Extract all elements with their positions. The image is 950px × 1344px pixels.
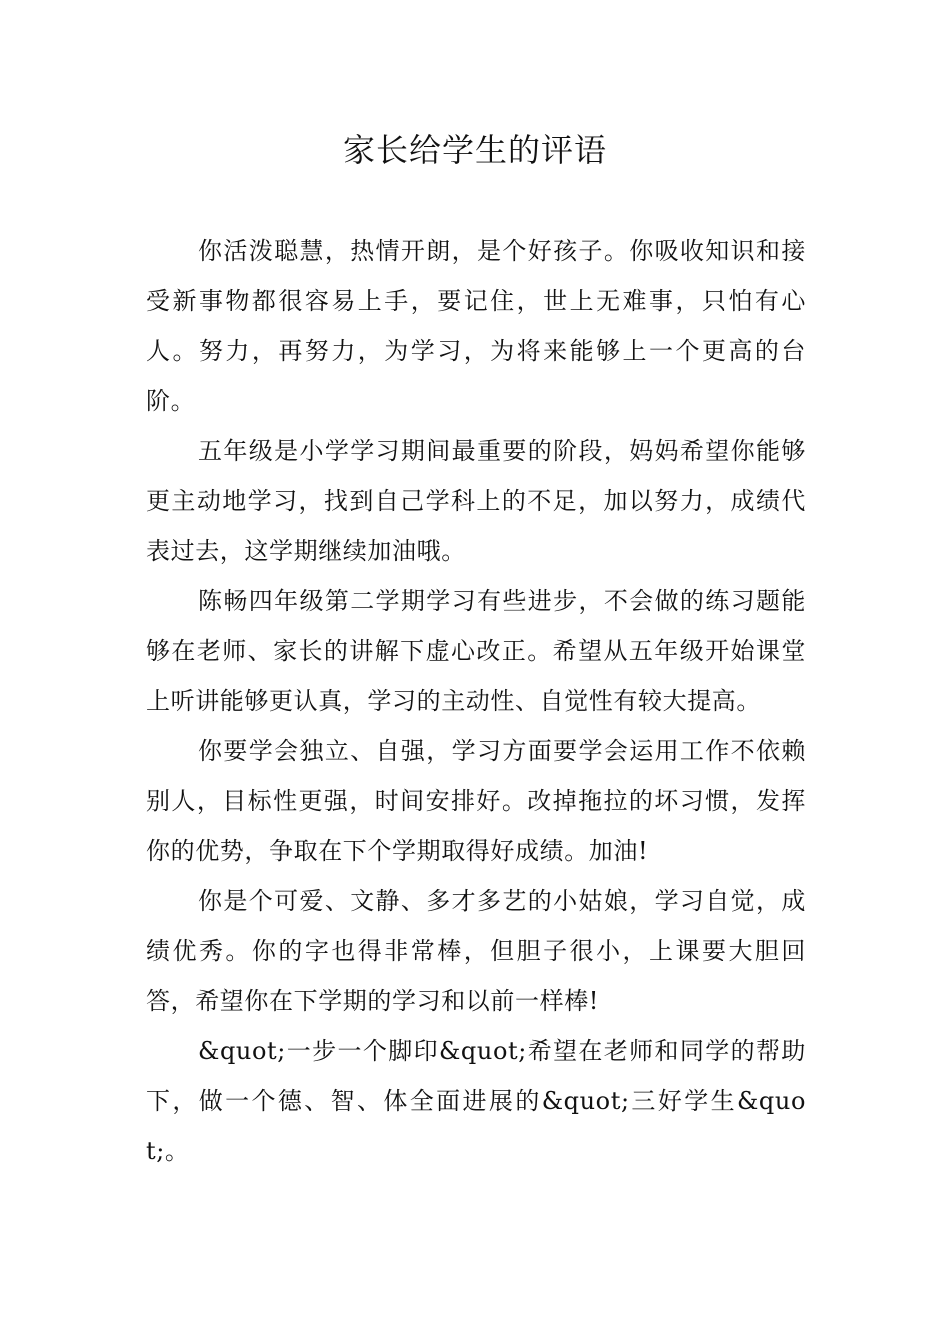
paragraph: 你要学会独立、自强，学习方面要学会运用工作不依赖别人，目标性更强，时间安排好。改掉拖拉的坏习惯，发挥你的优势，争取在下个学期取得好成绩。加油! (146, 737, 806, 865)
paragraph: 你是个可爱、文静、多才多艺的小姑娘，学习自觉，成绩优秀。你的字也得非常棒，但胆子很小，上课要大胆回答，希望你在下学期的学习和以前一样棒! (146, 887, 806, 1015)
paragraph: 陈畅四年级第二学期学习有些进步，不会做的练习题能够在老师、家长的讲解下虚心改正。希望从五年级开始课堂上听讲能够更认真，学习的主动性、自觉性有较大提高。 (146, 587, 806, 715)
paragraph: &quot;一步一个脚印&quot;希望在老师和同学的帮助下，做一个德、智、体全面进展的&quot;三好学生&quot;。 (146, 1037, 806, 1165)
page-title: 家长给学生的评语 (342, 131, 607, 169)
document-body (146, 226, 806, 1176)
paragraph: 你活泼聪慧，热情开朗，是个好孩子。你吸收知识和接受新事物都很容易上手，要记住，世上无难事，只怕有心人。努力，再努力，为学习，为将来能够上一个更高的台阶。 (146, 237, 806, 415)
paragraph: 五年级是小学学习期间最重要的阶段，妈妈希望你能够更主动地学习，找到自己学科上的不足，加以努力，成绩代表过去，这学期继续加油哦。 (146, 437, 806, 565)
